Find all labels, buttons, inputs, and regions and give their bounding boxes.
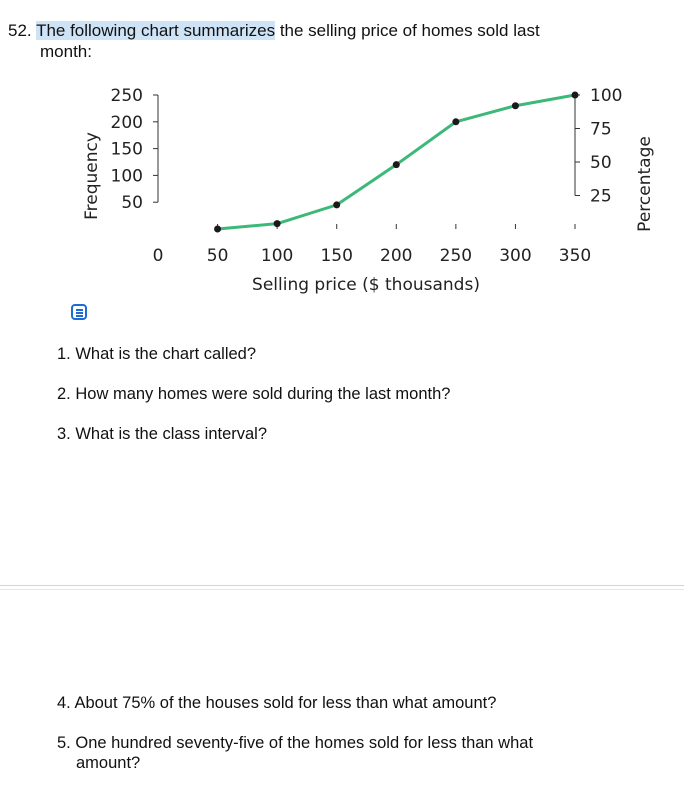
item-text: What is the class interval? xyxy=(75,425,268,443)
data-point xyxy=(572,92,579,99)
item-text-continued: amount? xyxy=(76,754,141,772)
document-icon[interactable] xyxy=(71,304,87,320)
data-point xyxy=(393,161,400,168)
question-text-line2: month: xyxy=(40,42,92,61)
x-tick-label: 250 xyxy=(439,246,473,266)
data-point xyxy=(452,118,459,125)
x-tick-label: 200 xyxy=(380,246,413,266)
item-text: About 75% of the houses sold for less than what amount? xyxy=(74,694,497,712)
y2-tick-label: 50 xyxy=(590,153,612,173)
y-tick-label: 250 xyxy=(110,86,143,106)
item-text: How many homes were sold during the last month? xyxy=(75,385,451,403)
item-text: One hundred seventy-five of the homes sold for less than what xyxy=(75,734,534,752)
section-divider xyxy=(0,585,684,590)
item-number: 4. xyxy=(57,694,71,712)
x-tick-label: 350 xyxy=(558,246,592,266)
item-number: 2. xyxy=(57,385,71,403)
question-list-a xyxy=(57,344,450,444)
item-number: 1. xyxy=(57,345,71,363)
x-tick-label: 100 xyxy=(260,246,294,266)
list-item xyxy=(57,344,450,364)
x-tick-label: 300 xyxy=(499,246,532,266)
y-tick-label: 50 xyxy=(121,193,143,214)
x-tick-label: 50 xyxy=(206,246,229,266)
list-item xyxy=(57,424,450,444)
item-number: 3. xyxy=(57,425,71,443)
y2-tick-label: 75 xyxy=(590,119,612,140)
data-point xyxy=(214,226,221,233)
y-tick-label: 150 xyxy=(110,139,143,160)
x-tick-label: 150 xyxy=(320,246,353,266)
question-text-line1: the selling price of homes sold last xyxy=(275,21,540,40)
x-axis-title: Selling price ($ thousands) xyxy=(252,275,480,295)
data-point xyxy=(274,220,281,227)
list-item xyxy=(57,693,533,713)
question-number: 52. xyxy=(8,21,32,40)
x-tick-label: 0 xyxy=(152,246,164,266)
y-tick-label: 200 xyxy=(110,112,143,133)
data-point xyxy=(333,201,340,208)
item-number: 5. xyxy=(57,734,71,752)
y2-tick-label: 100 xyxy=(590,86,623,106)
item-text: What is the chart called? xyxy=(75,345,257,363)
question-52-text xyxy=(8,20,648,62)
highlighted-text: The following chart summarizes xyxy=(36,21,276,40)
y2-tick-label: 25 xyxy=(590,186,612,207)
list-item xyxy=(57,384,450,404)
y-axis-title: Frequency xyxy=(82,132,102,220)
y-tick-label: 100 xyxy=(110,166,143,187)
question-list-b xyxy=(57,693,533,773)
list-item xyxy=(57,733,533,773)
data-point xyxy=(512,102,519,109)
ogive-chart xyxy=(0,72,684,302)
y2-axis-title: Percentage xyxy=(635,136,655,232)
